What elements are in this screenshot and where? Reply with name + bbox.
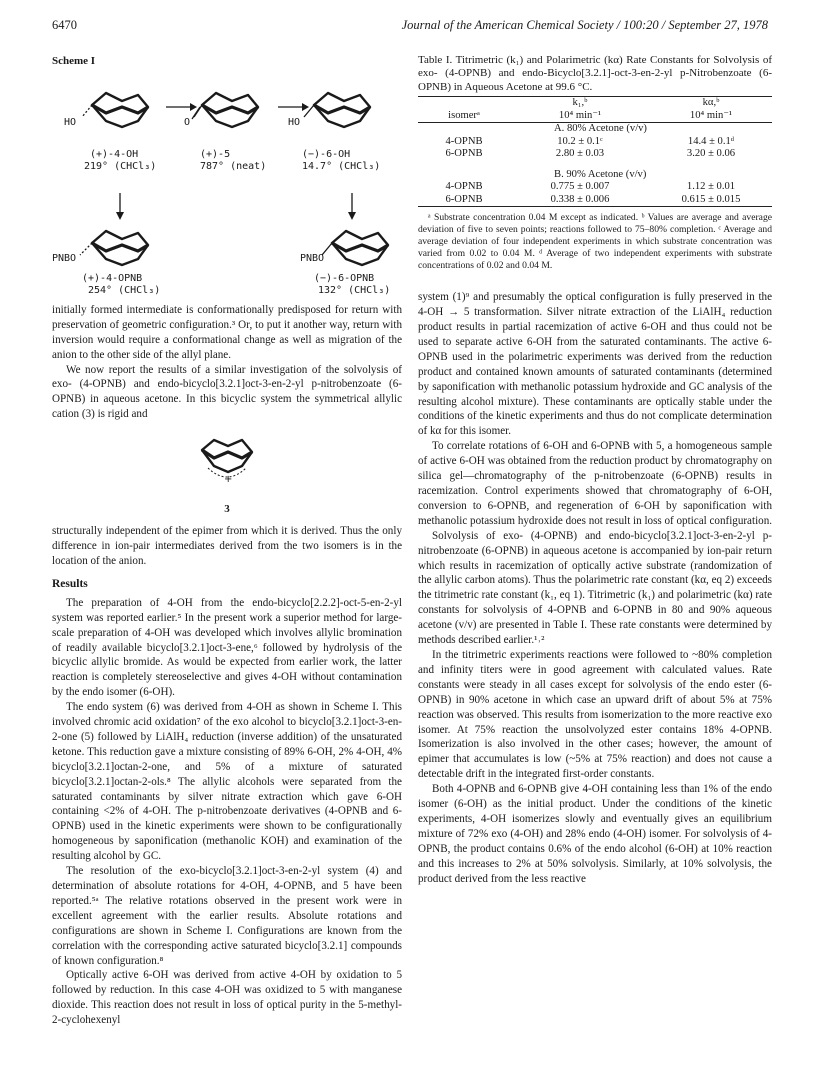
table-header-ka-symbol: kα,ᵇ	[650, 97, 772, 110]
allylic-cation-structure	[52, 428, 402, 504]
compound-4-oh-name: (+)-4-OH	[90, 148, 139, 160]
scheme-substituent-ho: HO	[64, 116, 77, 128]
compound-6-opnb-rotation: 132° (CHCl₃)	[318, 284, 391, 296]
scheme-label: Scheme I	[52, 55, 96, 67]
journal-citation: Journal of the American Chemical Society / 100:20 / September 27, 1978	[401, 18, 768, 32]
table-row	[418, 148, 772, 161]
compound-4-opnb-name: (+)-4-OPNB	[82, 272, 143, 284]
table-cell-ka: 3.20 ± 0.06	[686, 148, 736, 160]
table-header-k1-symbol: k₁,ᵇ	[510, 97, 650, 110]
paragraph: Optically active 6-OH was derived from active 4-OH by oxidation to 5 followed by reduction. In this case 4-OH was oxidized to 5 with manganese dioxide. This reaction does not result in loss of optical purity in the 5-methyl-2-cyclohexenyl	[52, 969, 402, 1027]
paragraph: Both 4-OPNB and 6-OPNB give 4-OH containing less than 1% of the endo isomer (6-OH) as the initial product. Under the conditions of the kinetic experiments, 4-OH isomerizes slowly and eventually gives an equilibrium mixture of 72% exo (4-OH) and 28% endo (4-OH) isomer. For solvolysis of 4-OPNB, the product contains 0.6% of the endo alcohol (6-OH) at 10% reaction and this increases to 2% at 50% solvolysis. Similarly, at 10% solvolysis, the product derived from the less reactive	[418, 783, 772, 885]
table-1	[418, 96, 772, 207]
table-1-caption: Table I. Titrimetric (k₁) and Polarimetric (kα) Rate Constants for Solvolysis of exo- (4-OPNB) and endo-Bicyclo[3.2.1]-oct-3-en-2-yl p-Nitrobenzoate (6-OPNB) in Aqueous Acetone at 99.6 °C.	[418, 54, 772, 93]
table-section-b: B. 90% Acetone (v/v)	[554, 168, 647, 180]
compound-6-opnb-name: (−)-6-OPNB	[314, 272, 375, 284]
table-header-row	[418, 97, 772, 110]
table-section-a: A. 80% Acetone (v/v)	[554, 123, 647, 135]
table-cell-k1: 0.338 ± 0.006	[510, 194, 650, 207]
scheme-substituent-pnbo: PNBO	[300, 252, 325, 264]
table-cell-k1: 0.775 ± 0.007	[550, 181, 610, 193]
left-column	[52, 54, 402, 1028]
table-row	[418, 136, 772, 149]
paragraph: initially formed intermediate is conformationally predisposed for return with preservation of geometric configuration.³ Or, to put it another way, return with inversion would require a conformational change as well as migration of the anion to the other side of the allyl plane.	[52, 303, 402, 361]
table-row	[418, 194, 772, 207]
paragraph: structurally independent of the epimer from which it is derived. Thus the only difference in ion-pair intermediates derived from the two isomers is in the location of the anion.	[52, 525, 402, 567]
structure-3-number: 3	[224, 503, 230, 516]
section-heading-results: Results	[52, 577, 88, 590]
compound-5-name: (+)-5	[200, 148, 231, 160]
paragraph: We now report the results of a similar investigation of the solvolysis of exo- (4-OPNB) and endo-bicyclo[3.2.1]oct-3-en-2-yl p-nitrobenzoate (6-OPNB) in aqueous acetone. In this bicyclic system the symmetrical allylic cation (3) is rigid and	[52, 363, 402, 421]
compound-5-rotation: 787° (neat)	[200, 160, 267, 172]
table-header-row	[418, 110, 772, 123]
page-number: 6470	[52, 18, 77, 32]
table-cell-isomer: 4-OPNB	[445, 181, 483, 193]
paragraph: In the titrimetric experiments reactions were followed to ~80% completion and infinity titers were in good agreement with calculated values. Rate constants were steady in all cases except for solvolysis of the endo ester (6-OPNB) in 90% acetone in which case an upward drift of about 5% at 75% reaction was observed. This results from isomerization to the more reactive exo isomer. At 75% reaction the unsolvolyzed ester contains 18% 4-OPNB. Isomerization is also involved in the other cases; however, the amount of epimer that accumulates is low (~5% at 75% reaction) and does not cause a detectable drift in the integrated first-order constants.	[418, 648, 772, 781]
table-header-isomer: isomerᵃ	[418, 110, 510, 123]
scheme-1-structures	[52, 73, 402, 299]
compound-6-oh-name: (−)-6-OH	[302, 148, 351, 160]
paragraph: The preparation of 4-OH from the endo-bicyclo[2.2.2]-oct-5-en-2-yl system was reported earlier.⁵ In the present work a superior method for large-scale preparation of 4-OH was developed which involves allylic bromination of readily available bicyclo[3.2.1]oct-3-ene,⁶ followed by hydrolysis of the bicyclic allylic bromide. As would be expected from earlier work, the latter reaction is completely stereoselective and gives 4-OH without contamination by the endo isomer (6-OH).	[52, 596, 402, 699]
table-header-k1-unit: 10⁴ min⁻¹	[510, 110, 650, 123]
table-section-row	[418, 123, 772, 136]
paragraph: system (1)⁹ and presumably the optical configuration is fully preserved in the 4-OH → 5 transformation. Silver nitrate extraction of the LiAlH₄ reduction product results in partial racemization of active 6-OH and thus could not be used to separate active 6-OH from the saturated contaminants. The active 6-OPNB used in the polarimetric experiments was derived from the reduction product and contained known amounts of saturated contaminants (determined by saponification with methanolic potassium hydroxide and GC analysis of the resulting alcohol mixture). These contaminants are optically stable under the conditions of the kinetic experiments and thus do not complicate determination of kα for this isomer.	[418, 291, 772, 438]
table-section-row	[418, 161, 772, 182]
structure-3-figure	[52, 428, 402, 520]
paragraph: Solvolysis of exo- (4-OPNB) and endo-bicyclo[3.2.1]oct-3-en-2-yl p-nitrobenzoate (6-OPNB) in aqueous acetone is accompanied by ion-pair return which results in racemization of optically active substrate (randomization of the allylic carbon atoms). Thus the polarimetric rate constant (kα, eq 2) exceeds the titrimetric rate constant (k₁, eq 1). Titrimetric (k₁) and polarimetric (kα) rate constants for solvolysis of 4-OPNB and 6-OPNB in 80 and 90% aqueous acetone (v/v) are presented in Table I. These rate constants were determined by methods described earlier.¹˒²	[418, 529, 772, 647]
scheme-substituent-oxo: O	[184, 116, 191, 128]
scheme-substituent-ho: HO	[288, 116, 301, 128]
compound-4-oh-rotation: 219° (CHCl₃)	[84, 160, 157, 172]
running-header	[52, 18, 768, 36]
table-cell-k1: 10.2 ± 0.1ᶜ	[557, 135, 603, 147]
table-cell-ka: 14.4 ± 0.1ᵈ	[687, 135, 735, 147]
paragraph: The endo system (6) was derived from 4-OH as shown in Scheme I. This involved chromic acid oxidation⁷ of the exo alcohol to bicyclo[3.2.1]oct-3-en-2-one (5) followed by LiAlH₄ reduction (inverse addition) of the unsaturated ketone. This reduction gave a mixture consisting of 89% 6-OH, 2% 4-OH, 4% bicyclo[3.2.1]octan-2-one, and 5% of a mixture of saturated bicyclo[3.2.1]octan-2-ols.⁸ The allylic alcohols were separated from the saturated contaminants by silver nitrate extraction which gave 6-OH containing <2% of 4-OH. The p-nitrobenzoate derivatives (4-OPNB and 6-OPNB) used in the kinetic experiments were shown to be configurationally homogeneous by saponification (methanolic KOH) and examination of the resulting alcohol by GC.	[52, 701, 402, 863]
cation-plus-sign: +	[224, 474, 233, 486]
table-cell-isomer: 4-OPNB	[445, 135, 483, 147]
table-1-footnotes: ᵃ Substrate concentration 0.04 M except as indicated. ᵇ Values are average and average deviation of five to seven points; reactions followed to 75–80% completion. ᶜ Average and average deviation of four independent experiments in which substrate concentration was varied from 0.02 to 0.04 M. ᵈ Average of two independent experiments with substrate concentrations of 0.02 and 0.04 M.	[418, 212, 772, 272]
compound-6-oh-rotation: 14.7° (CHCl₃)	[302, 160, 381, 172]
paragraph: To correlate rotations of 6-OH and 6-OPNB with 5, a homogeneous sample of active 6-OH was obtained from the reduction product by chromatography on silica gel—chromatography of the p-nitrobenzoate (6-OPNB) results in racemization. Control experiments showed that chromatography of 6-OH, conversion to 6-OPNB, and regeneration of 6-OH by saponification with methanolic potassium hydroxide does not result in loss of optical configuration.	[418, 440, 773, 527]
table-cell-k1: 2.80 ± 0.03	[555, 148, 605, 160]
right-column	[418, 54, 772, 886]
table-row	[418, 181, 772, 194]
table-cell-ka: 0.615 ± 0.015	[650, 194, 772, 207]
table-cell-isomer: 6-OPNB	[418, 194, 510, 207]
table-cell-ka: 1.12 ± 0.01	[686, 181, 736, 193]
scheme-substituent-pnbo: PNBO	[52, 252, 77, 264]
scheme-1-diagram	[52, 73, 402, 299]
table-header-ka-unit: 10⁴ min⁻¹	[650, 110, 772, 123]
table-cell-isomer: 6-OPNB	[445, 148, 483, 160]
paragraph: The resolution of the exo-bicyclo[3.2.1]oct-3-en-2-yl system (4) and determination of absolute rotations for 4-OH, 4-OPNB, and 5 have been reported.⁵ᵃ The relative rotations observed in the present work were in excellent agreement with the earlier results. Absolute rotations and configurations are shown in Scheme I. Configurations are known from the correlation with the corresponding active saturated bicyclo[3.2.1] compounds of known configuration.⁸	[52, 865, 402, 967]
compound-4-opnb-rotation: 254° (CHCl₃)	[88, 284, 161, 296]
